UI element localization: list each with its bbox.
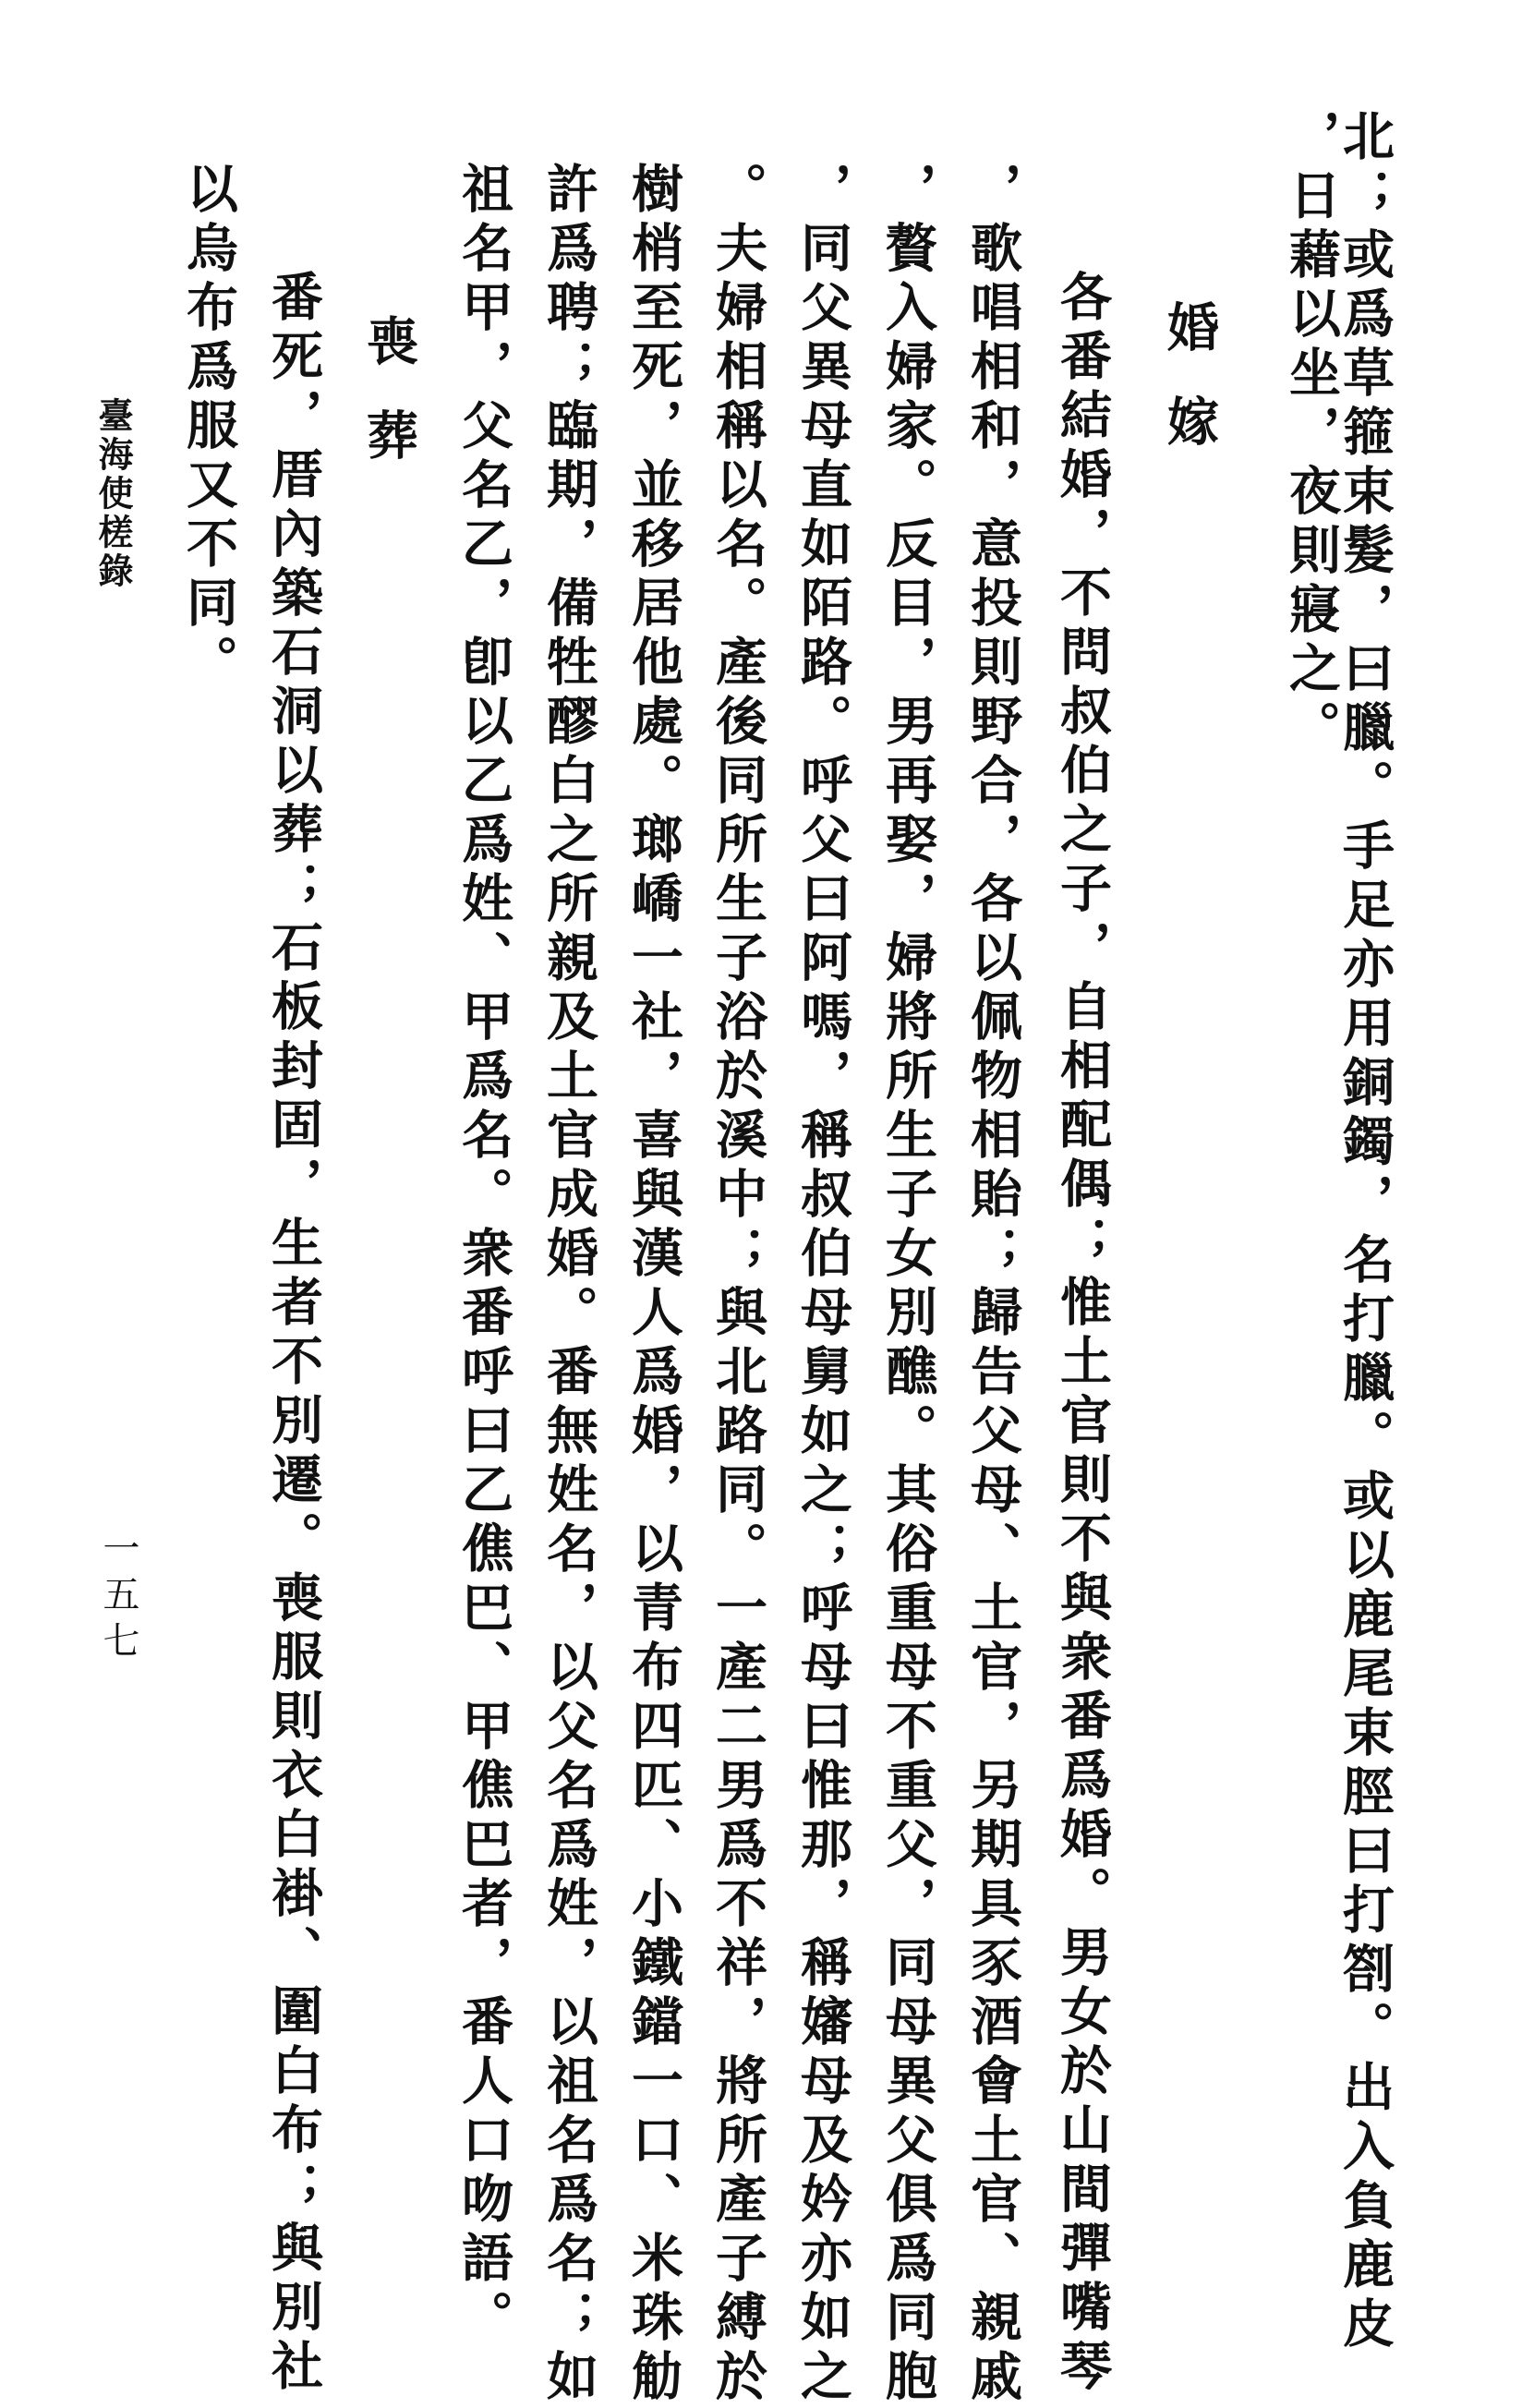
section-heading-marriage: 婚嫁 bbox=[1159, 300, 1220, 489]
text-column-9: 許爲聘；臨期，備牲醪白之所親及土官成婚。番無姓名，以父名爲姓，以祖名爲名；如 bbox=[538, 162, 599, 2408]
text-column-2: ，日藉以坐，夜則寢之。 bbox=[1281, 109, 1342, 759]
text-column-4: ，歌唱相和，意投則野合，各以佩物相貽；歸告父母、土官，另期具豕酒會土官、親戚 bbox=[962, 162, 1023, 2408]
text-column-5: ，贅入婦家。反目，男再娶，婦將所生子女別醮。其俗重母不重父，同母異父俱爲同胞 bbox=[877, 162, 938, 2408]
text-column-12: 以烏布爲服又不同。 bbox=[178, 162, 239, 694]
running-head: 臺海使槎錄 bbox=[92, 397, 134, 591]
text-column-3: 各番結婚，不問叔伯之子，自相配偶；惟土官則不與衆番爲婚。男女於山間彈嘴琴 bbox=[1052, 270, 1113, 2398]
text-column-11: 番死，厝內築石洞以葬；石板封固，生者不別遷。喪服則衣白褂、圍白布；與別社 bbox=[263, 270, 324, 2398]
text-column-10: 祖名甲，父名乙，卽以乙爲姓、甲爲名。衆番呼曰乙僬巴、甲僬巴者，番人口吻語。 bbox=[453, 162, 514, 2349]
text-column-6: ，同父異母直如陌路。呼父曰阿嗎，稱叔伯母舅如之；呼母曰惟那，稱嬸母及妗亦如之 bbox=[792, 162, 853, 2408]
section-heading-funeral: 喪葬 bbox=[358, 314, 419, 502]
text-column-1: 北；或爲草箍束髮，曰臘。手足亦用銅鐲，名打臘。或以鹿尾束脛曰打劄。出入負鹿皮 bbox=[1335, 109, 1395, 2355]
page-number: 一五七 bbox=[97, 1529, 139, 1667]
text-column-7: 。夫婦相稱以名。產後同所生子浴於溪中；與北路同。一產二男爲不祥，將所產子縛於 bbox=[707, 162, 768, 2408]
text-column-8: 樹梢至死，並移居他處。瑯嶠一社，喜與漢人爲婚，以青布四匹、小鐵鐺一口、米珠觔 bbox=[623, 162, 684, 2408]
